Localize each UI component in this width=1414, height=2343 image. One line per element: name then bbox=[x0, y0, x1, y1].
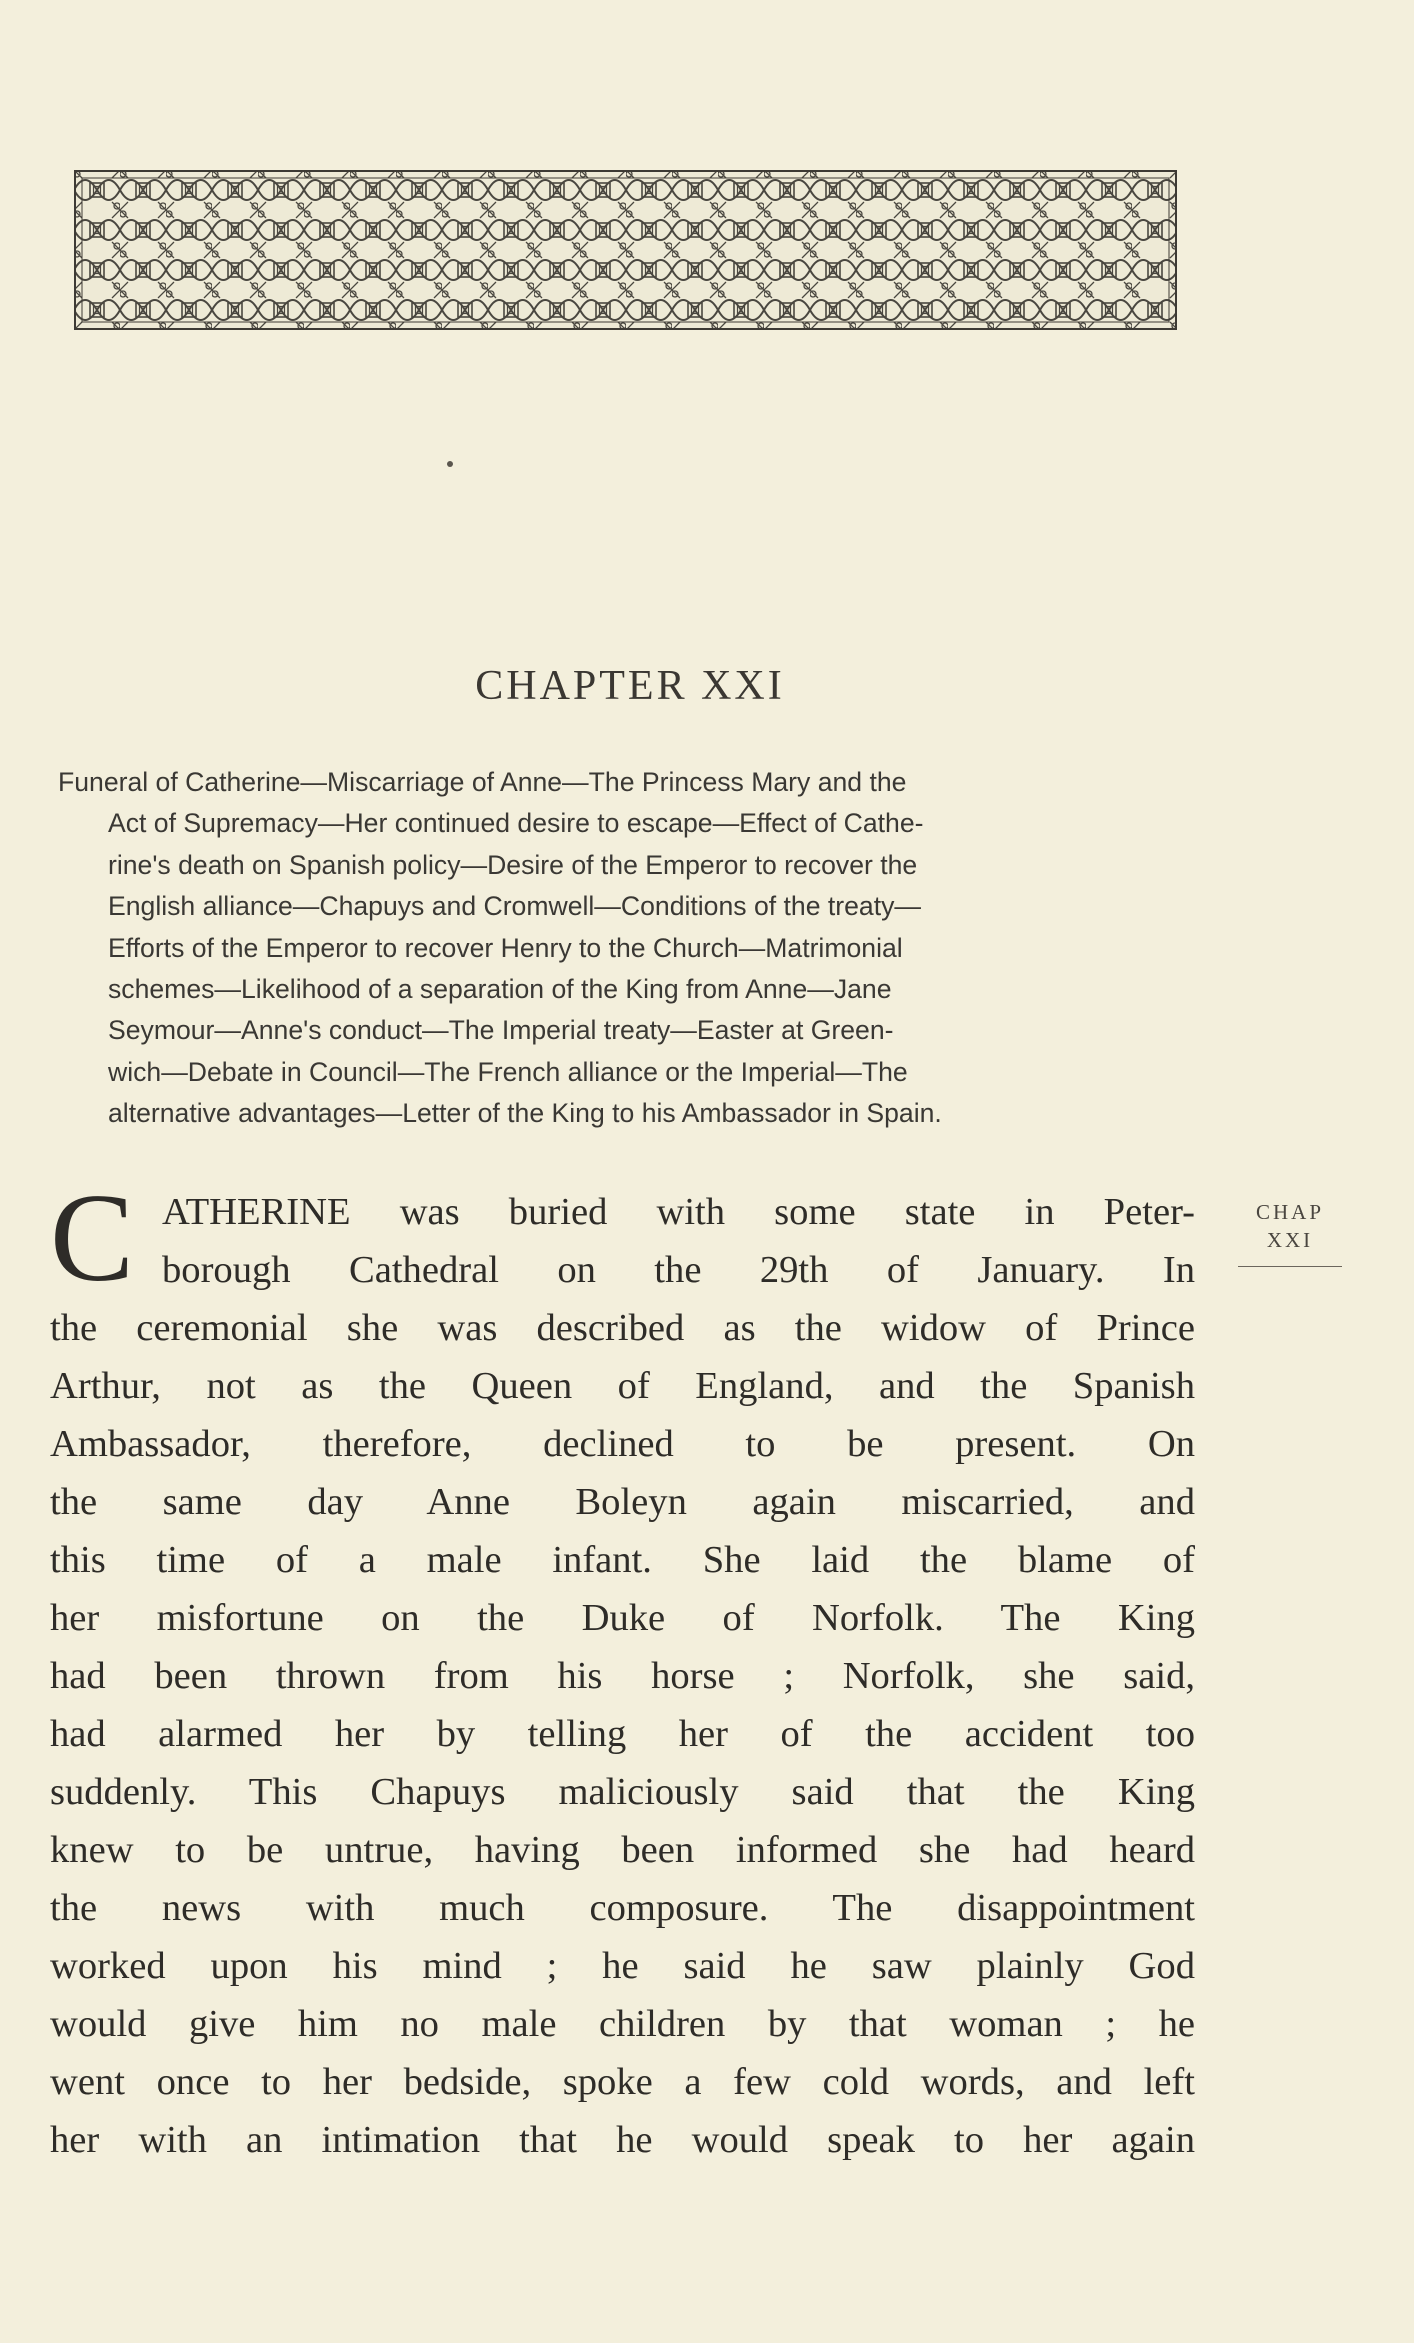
summary-line: rine's death on Spanish policy—Desire of the Emperor to recover the bbox=[108, 849, 918, 880]
body-line: ATHERINE was buried with some state in Peter- bbox=[162, 1191, 1195, 1233]
body-line: knew to be untrue, having been informed she had heard bbox=[50, 1829, 1195, 1871]
chapter-title: CHAPTER XXI bbox=[475, 663, 785, 709]
summary-line: wich—Debate in Council—The French alliance or the Imperial—The bbox=[108, 1056, 908, 1087]
body-line: borough Cathedral on the 29th of January. In bbox=[162, 1249, 1195, 1291]
body-line: the ceremonial she was described as the widow of Prince bbox=[50, 1307, 1195, 1349]
summary-line: Funeral of Catherine—Miscarriage of Anne—The Princess Mary and the bbox=[58, 767, 907, 797]
body-line: Ambassador, therefore, declined to be present. On bbox=[50, 1423, 1195, 1465]
margin-chapter-note bbox=[1238, 1198, 1342, 1267]
body-line: her with an intimation that he would speak to her again bbox=[50, 2119, 1195, 2161]
body-line: would give him no male children by that woman ; he bbox=[50, 2003, 1195, 2045]
body-line: the same day Anne Boleyn again miscarried, and bbox=[50, 1481, 1195, 1523]
body-line: suddenly. This Chapuys maliciously said that the King bbox=[50, 1771, 1195, 1813]
summary-line: English alliance—Chapuys and Cromwell—Conditions of the treaty— bbox=[108, 891, 921, 922]
body-line: went once to her bedside, spoke a few cold words, and left bbox=[50, 2061, 1195, 2103]
body-line: had alarmed her by telling her of the accident too bbox=[50, 1713, 1195, 1755]
summary-line: alternative advantages—Letter of the King to his Ambassador in Spain. bbox=[108, 1098, 942, 1129]
headpiece-ornament bbox=[74, 170, 1177, 330]
margin-number: XXI bbox=[1266, 1228, 1314, 1252]
summary-line: schemes—Likelihood of a separation of the King from Anne—Jane bbox=[108, 974, 892, 1005]
summary-line: Act of Supremacy—Her continued desire to escape—Effect of Cathe- bbox=[108, 808, 924, 839]
drop-cap: C bbox=[50, 1169, 135, 1308]
body-line: the news with much composure. The disappointment bbox=[50, 1887, 1195, 1929]
body-line: worked upon his mind ; he said he saw plainly God bbox=[50, 1945, 1195, 1987]
body-line: her misfortune on the Duke of Norfolk. The King bbox=[50, 1597, 1195, 1639]
summary-line: Seymour—Anne's conduct—The Imperial treaty—Easter at Green- bbox=[108, 1015, 894, 1046]
body-line: had been thrown from his horse ; Norfolk, she said, bbox=[50, 1655, 1195, 1697]
margin-label: CHAP bbox=[1255, 1200, 1325, 1224]
summary-line: Efforts of the Emperor to recover Henry to the Church—Matrimonial bbox=[108, 932, 903, 963]
chapter-summary bbox=[58, 762, 1198, 1135]
ink-speck bbox=[447, 461, 453, 467]
margin-rule bbox=[1238, 1266, 1342, 1267]
body-line: this time of a male infant. She laid the blame of bbox=[50, 1539, 1195, 1581]
body-text bbox=[50, 1169, 1195, 2169]
body-line: Arthur, not as the Queen of England, and the Spanish bbox=[50, 1365, 1195, 1407]
